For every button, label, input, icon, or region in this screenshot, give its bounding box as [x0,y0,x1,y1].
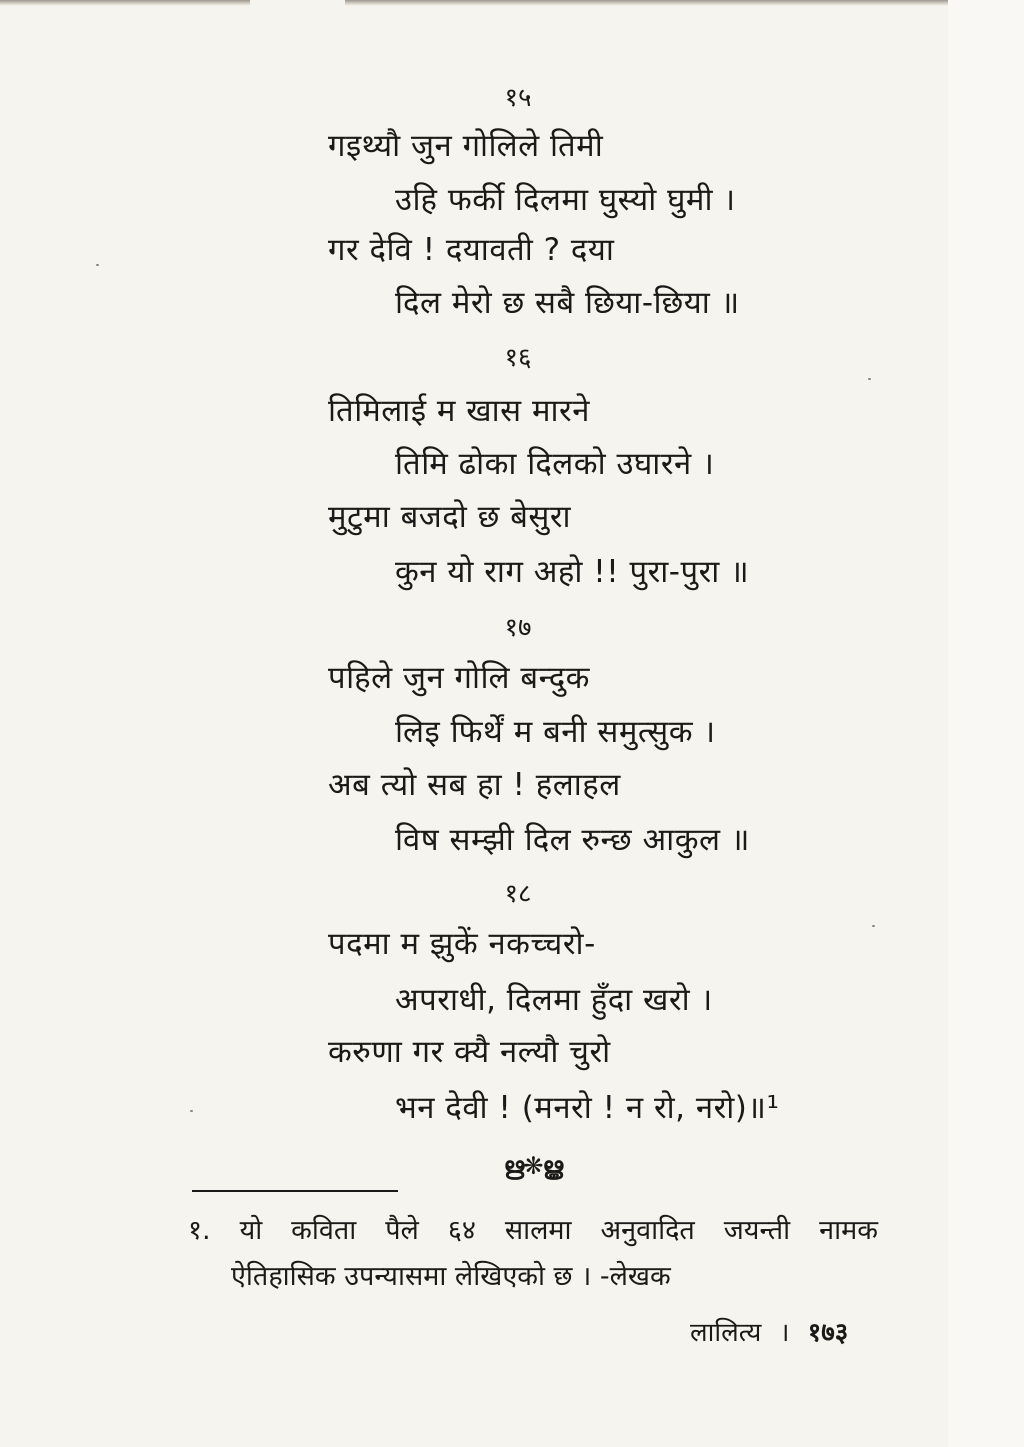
verse-line: उहि फर्की दिलमा घुस्यो घुमी । [395,182,736,218]
print-speck [872,925,875,927]
verse-line: पहिले जुन गोलि बन्दुक [328,660,590,696]
footnote-word: कविता [291,1215,357,1246]
page-top-edge-gap [250,0,345,6]
footnote-marker: १. [188,1215,211,1246]
verse-line: मुटुमा बजदो छ बेसुरा [328,499,572,535]
verse-line: करुणा गर क्यै नल्यौ चुरो [328,1034,611,1070]
verse-line: गइथ्यौ जुन गोलिले तिमी [328,128,604,164]
stanza-number: १५ [504,83,532,113]
page-right-margin [948,0,1024,1447]
stanza-number: १८ [504,879,532,909]
verse-line: अब त्यो सब हा ! हलाहल [328,767,621,803]
print-speck [190,1110,193,1112]
footnote-line-1 [188,1208,878,1254]
footnote-word: अनुवादित [600,1215,695,1246]
page-number: १७३ [807,1318,849,1348]
footnote-word: ६४ [447,1215,476,1246]
footer-separator: । [779,1318,790,1348]
verse-line: कुन यो राग अहो !! पुरा-पुरा ॥ [395,554,750,590]
section-end-ornament: ഋ❋ൠ [503,1152,563,1180]
footnote-line-2: ऐतिहासिक उपन्यासमा लेखिएको छ । -लेखक [231,1261,671,1292]
page-top-edge [0,0,1024,6]
stanza-number: १६ [504,343,532,373]
page-footer [690,1316,848,1350]
verse-line: दिल मेरो छ सबै छिया-छिया ॥ [395,285,740,321]
verse-line: गर देवि ! दयावती ? दया [328,232,615,268]
footnote-word: यो [239,1215,263,1246]
footnote-word: नामक [819,1215,878,1246]
stanza-number: १७ [504,613,532,643]
verse-line: विष सम्झी दिल रुन्छ आकुल ॥ [395,822,750,858]
footnote-rule [192,1190,398,1192]
verse-line: तिमिलाई म खास मारने [328,393,590,429]
footnote [188,1208,878,1300]
book-title: लालित्य [690,1318,762,1348]
footnote-word: पैले [385,1215,419,1246]
verse-line: पदमा म झुकें नकच्चरो- [328,926,596,962]
verse-line: लिइ फिर्थें म बनी समुत्सुक । [395,714,716,750]
print-speck [868,378,871,380]
verse-line: तिमि ढोका दिलको उघारने । [395,446,715,482]
verse-line: भन देवी ! (मनरो ! न रो, नरो)॥¹ [395,1090,780,1126]
print-speck [96,264,99,266]
verse-line: अपराधी, दिलमा हुँदा खरो । [395,982,713,1018]
footnote-word: जयन्ती [723,1215,791,1246]
footnote-word: सालमा [504,1215,572,1246]
